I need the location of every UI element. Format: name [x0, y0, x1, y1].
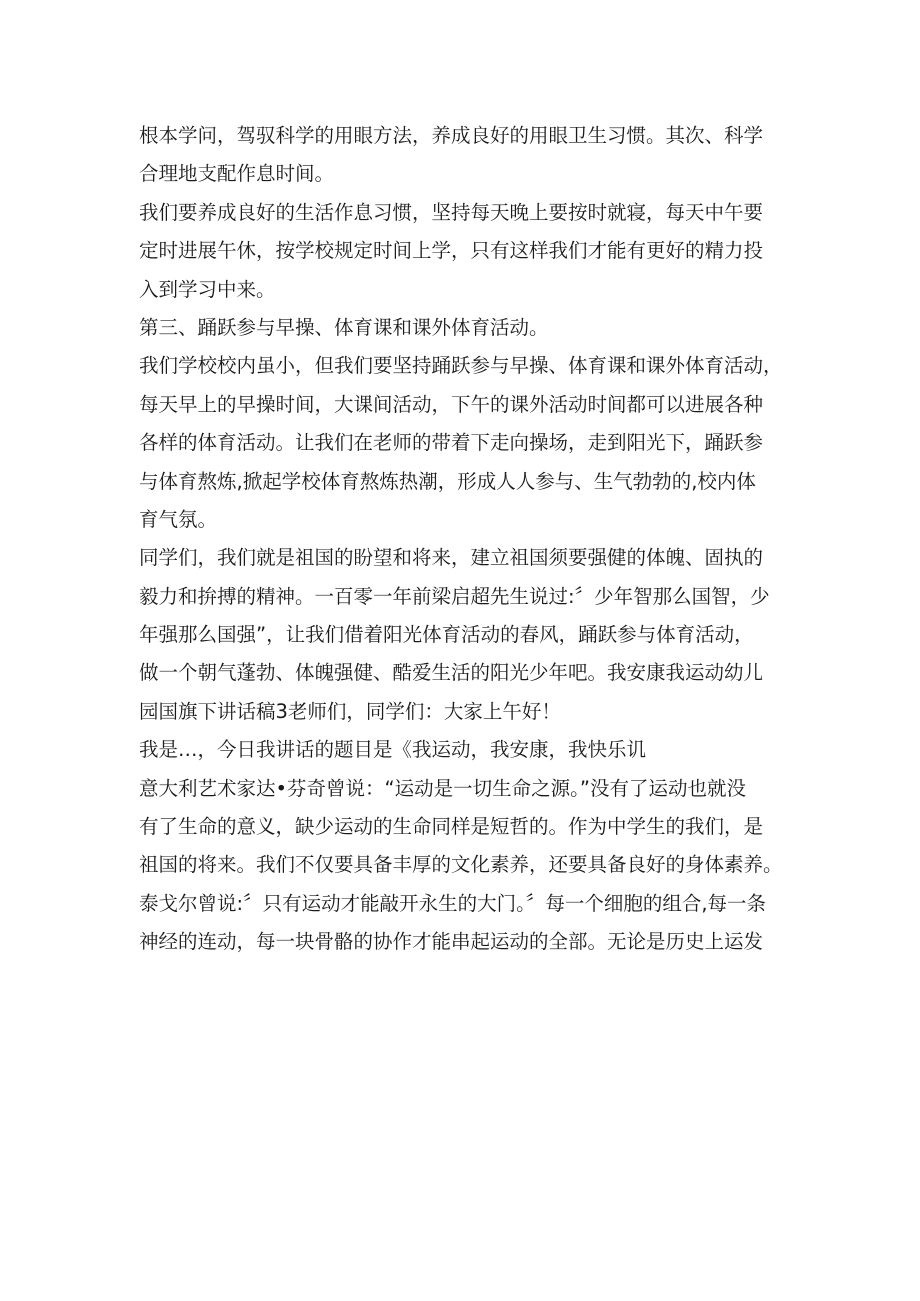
- text-line: 育气氛。: [139, 507, 218, 531]
- text-line: 第三、踊跃参与早操、体育课和课外体育活动。: [139, 315, 549, 339]
- text-line: 意大利艺术家达•芬奇曾说：“运动是一切生命之源。”没有了运动也就没: [139, 776, 746, 800]
- text-line: 与体育熬炼,掀起学校体育熬炼热潮，形成人人参与、生气勃勃的,校内体: [139, 469, 756, 493]
- text-line: 年强那么国强”，让我们借着阳光体育活动的春风，踊跃参与体育活动，: [139, 623, 754, 647]
- text-line: 定时进展午休，按学校规定时间上学，只有这样我们才能有更好的精力投: [139, 239, 764, 263]
- text-line: 泰戈尔曾说:〞只有运动才能敲开永生的大门。〞每一个细胞的组合,每一条: [139, 891, 767, 915]
- text-line: 园国旗下讲话稿3老师们，同学们：大家上午好！: [139, 699, 561, 723]
- text-line: 有了生命的意义，缺少运动的生命同样是短哲的。作为中学生的我们，是: [139, 815, 764, 839]
- text-line: 祖国的将来。我们不仅要具备丰厚的文化素养，还要具备良好的身体素养。: [139, 853, 783, 877]
- body-text: [139, 117, 789, 962]
- text-line: 入到学习中来。: [139, 277, 276, 301]
- text-line: 做一个朝气蓬勃、体魄强健、酷爱生活的阳光少年吧。我安康我运动幼儿: [139, 661, 764, 685]
- text-line: 合理地支配作息时间。: [139, 162, 335, 186]
- text-line: 根本学问，驾驭科学的用眼方法，养成良好的用眼卫生习惯。其次、科学: [139, 124, 764, 147]
- text-line: 同学们，我们就是祖国的盼望和将来，建立祖国须要强健的体魄、固执的: [139, 546, 764, 570]
- text-line: 我们要养成良好的生活作息习惯，坚持每天晚上要按时就寝，每天中午要: [139, 200, 764, 224]
- text-line: 各样的体育活动。让我们在老师的带着下走向操场，走到阳光下，踊跃参: [139, 431, 764, 455]
- text-line: 毅力和拚搏的精神。一百零一年前梁启超先生说过:〞少年智那么国智，少: [139, 584, 770, 608]
- text-line: 神经的连动，每一块骨骼的协作才能串起运动的全部。无论是历史上运发: [139, 930, 764, 954]
- text-line: 我是…，今日我讲话的题目是《我运动，我安康，我快乐讥: [139, 738, 647, 762]
- text-line: 每天早上的早操时间，大课间活动，下午的课外活动时间都可以进展各种: [139, 392, 764, 416]
- text-line: 我们学校校内虽小，但我们要坚持踊跃参与早操、体育课和课外体育活动，: [139, 354, 783, 378]
